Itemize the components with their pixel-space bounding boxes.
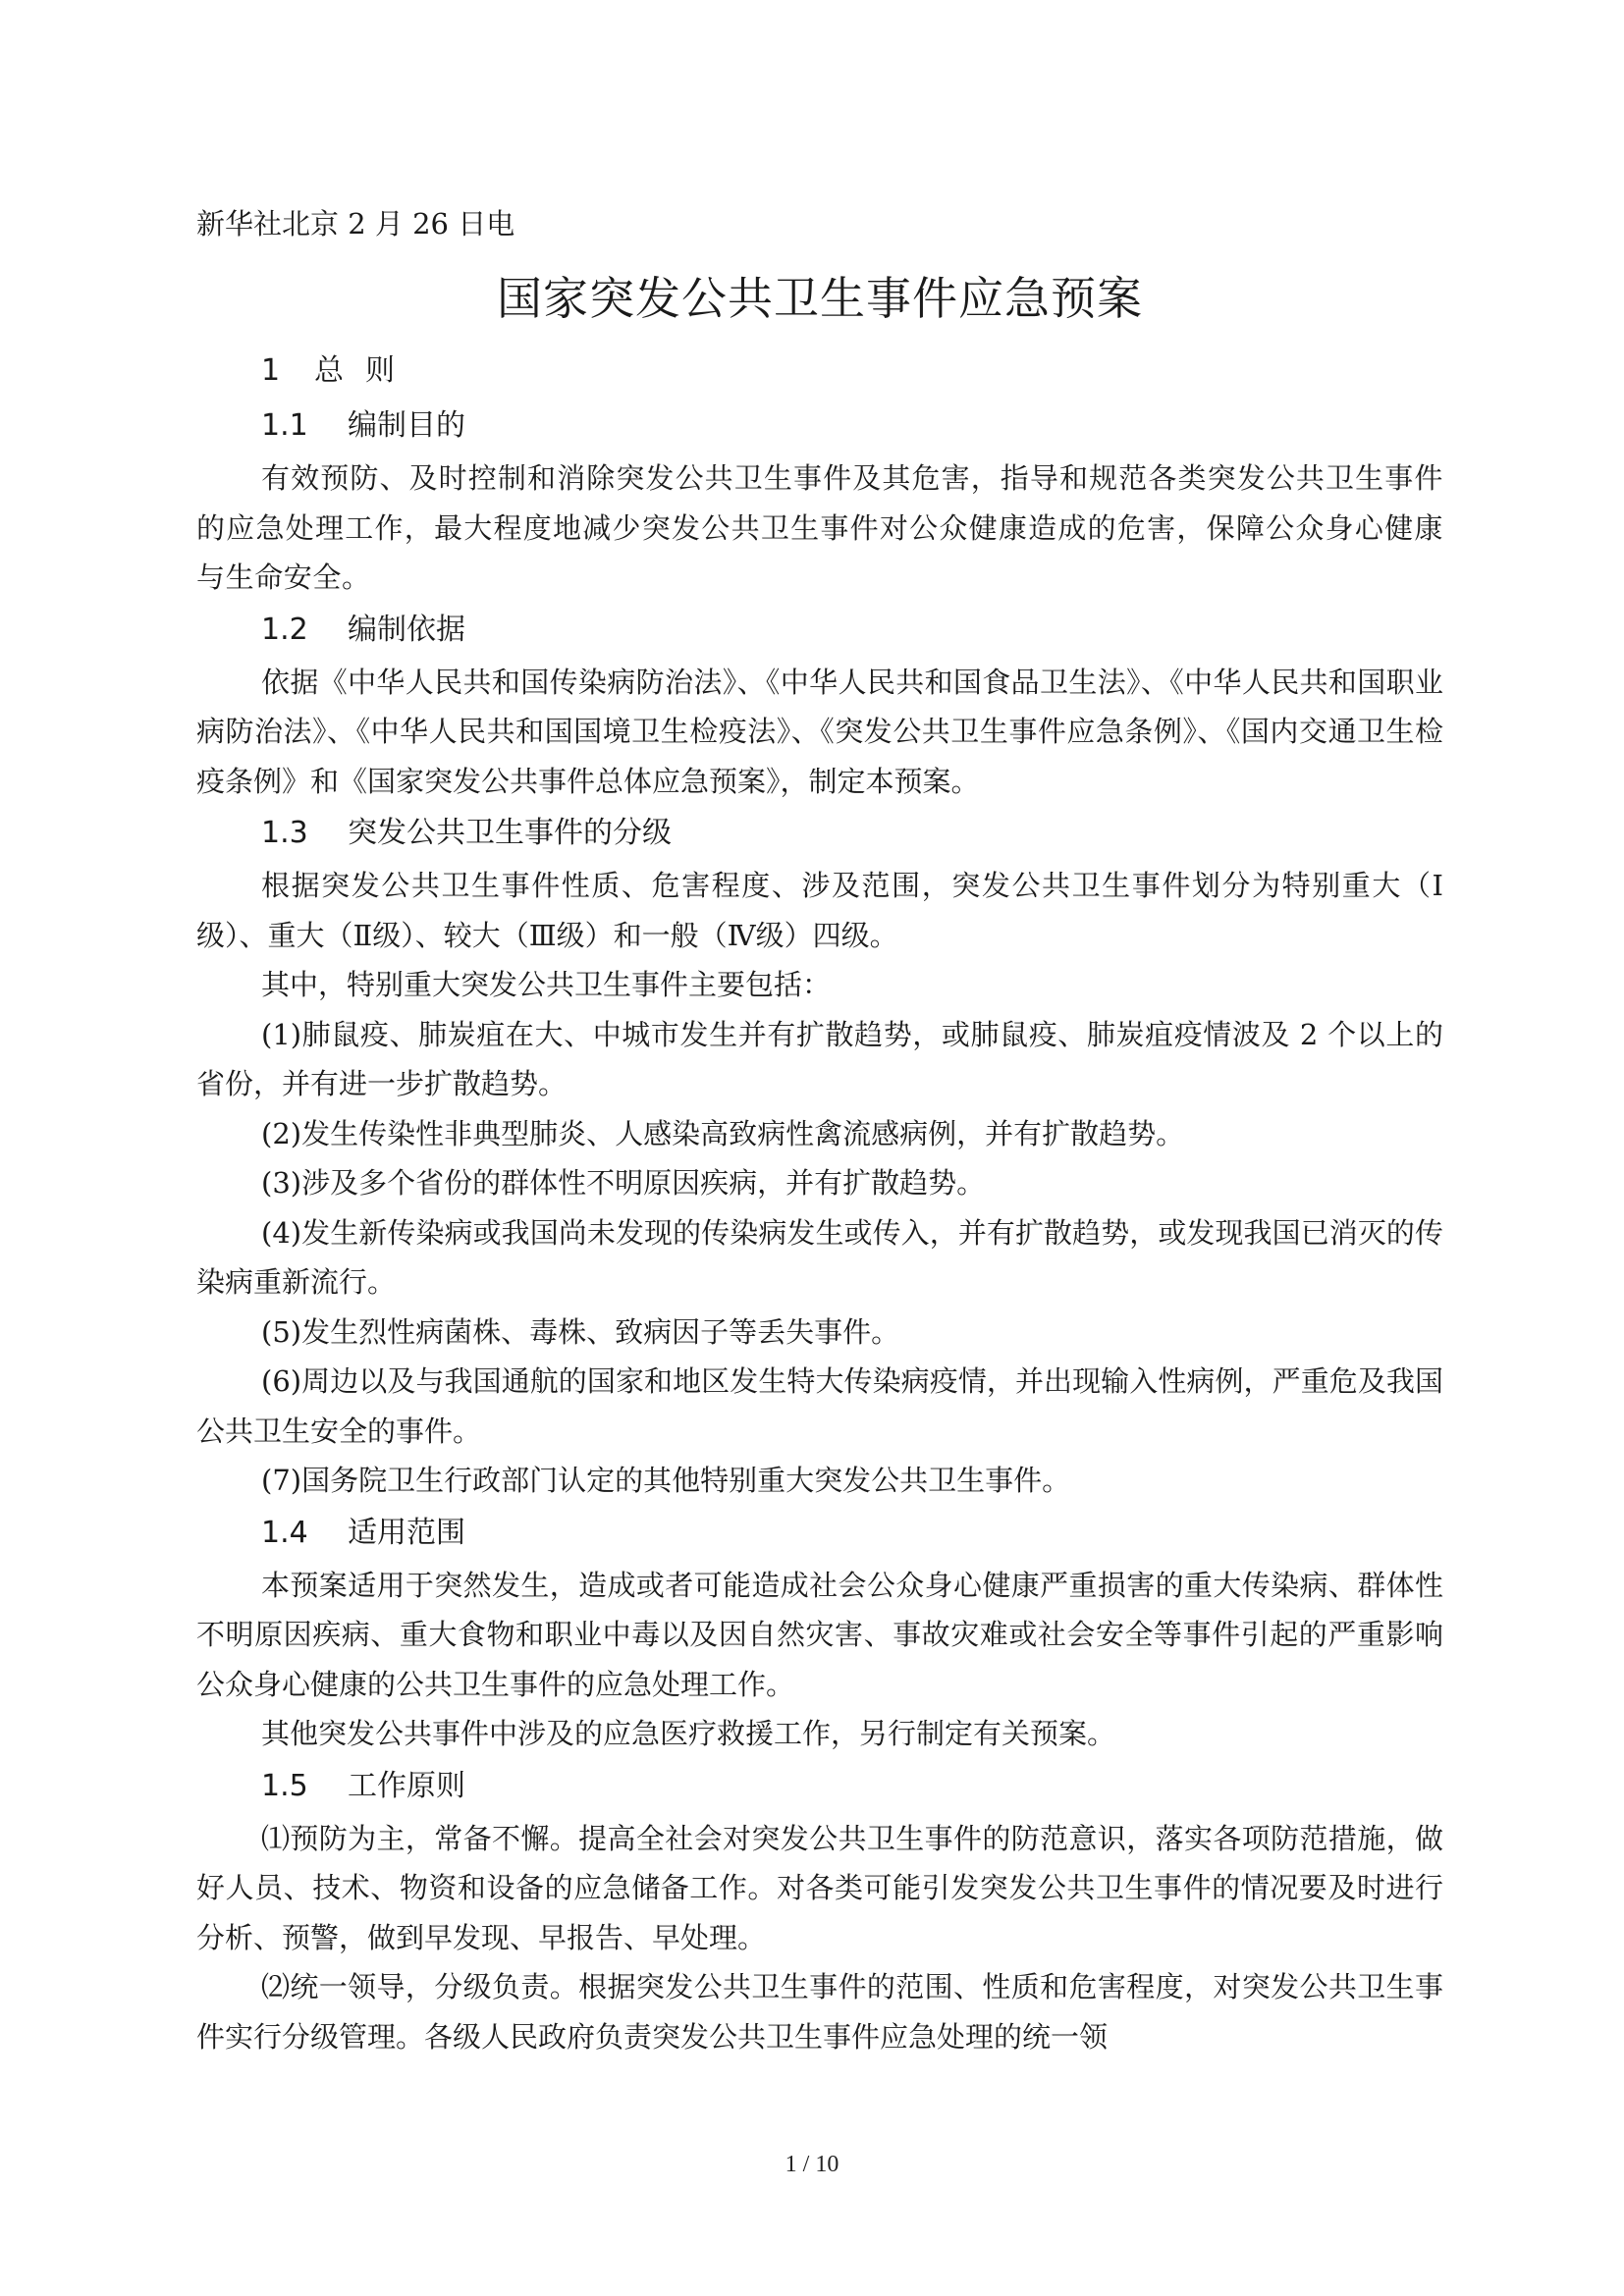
section-number: 1.3: [261, 816, 308, 850]
list-item-3: (3)涉及多个省份的群体性不明原因疾病，并有扩散趋势。: [261, 1166, 986, 1200]
list-item-6: (6)周边以及与我国通航的国家和地区发生特大传染病疫情，并出现输入性病例，严重危及我国公共卫生安全的事件。: [196, 1364, 1443, 1448]
list-item-4: (4)发生新传染病或我国尚未发现的传染病发生或传入，并有扩散趋势，或发现我国已消灭的传染病重新流行。: [196, 1215, 1443, 1299]
section-heading-1-4: [196, 1506, 1443, 1561]
paragraph-basis: 依据《中华人民共和国传染病防治法》、《中华人民共和国食品卫生法》、《中华人民共和国职业病防治法》、《中华人民共和国国境卫生检疫法》、《突发公共卫生事件应急条例》、《国内交通卫生检疫条例》和《国家突发公共事件总体应急预案》，制定本预案。: [196, 665, 1443, 798]
paragraph-classification: 根据突发公共卫生事件性质、危害程度、涉及范围，突发公共卫生事件划分为特别重大（Ⅰ级）、重大（Ⅱ级）、较大（Ⅲ级）和一般（Ⅳ级）四级。: [196, 869, 1443, 952]
chapter-heading-1: [196, 344, 1443, 399]
paragraph-purpose: 有效预防、及时控制和消除突发公共卫生事件及其危害，指导和规范各类突发公共卫生事件的应急处理工作，最大程度地减少突发公共卫生事件对公众健康造成的危害，保障公众身心健康与生命安全。: [196, 461, 1443, 594]
section-number: 1.2: [261, 612, 308, 647]
section-heading-1-5: [196, 1759, 1443, 1814]
document-body: [196, 194, 1443, 2061]
chapter-title: 总则: [314, 353, 416, 388]
list-item-5: (5)发生烈性病菌株、毒株、致病因子等丢失事件。: [261, 1314, 900, 1349]
list-item-2: (2)发生传染性非典型肺炎、人感染高致病性禽流感病例，并有扩散趋势。: [261, 1116, 1185, 1150]
principle-1: ⑴预防为主，常备不懈。提高全社会对突发公共卫生事件的防范意识，落实各项防范措施，做好人员、技术、物资和设备的应急储备工作。对各类可能引发突发公共卫生事件的情况要及时进行分析、预警，做到早发现、早报告、早处理。: [196, 1821, 1443, 1954]
paragraph-scope-other: 其他突发公共事件中涉及的应急医疗救援工作，另行制定有关预案。: [261, 1717, 1116, 1750]
section-heading-1-1: [196, 399, 1443, 454]
section-number: 1.5: [261, 1768, 308, 1803]
dateline: 新华社北京 2 月 26 日电: [196, 207, 515, 240]
section-title: 突发公共卫生事件的分级: [348, 816, 672, 850]
list-item-1: (1)肺鼠疫、肺炭疽在大、中城市发生并有扩散趋势，或肺鼠疫、肺炭疽疫情波及 2 个以上的省份，并有进一步扩散趋势。: [196, 1017, 1443, 1100]
principle-2: ⑵统一领导，分级负责。根据突发公共卫生事件的范围、性质和危害程度，对突发公共卫生事件实行分级管理。各级人民政府负责突发公共卫生事件应急处理的统一领: [196, 1970, 1443, 2054]
paragraph-scope: 本预案适用于突然发生，造成或者可能造成社会公众身心健康严重损害的重大传染病、群体性不明原因疾病、重大食物和职业中毒以及因自然灾害、事故灾难或社会安全等事件引起的严重影响公众身心健康的公共卫生事件的应急处理工作。: [196, 1568, 1443, 1701]
section-heading-1-3: [196, 806, 1443, 861]
section-heading-1-2: [196, 603, 1443, 658]
section-title: 适用范围: [348, 1515, 465, 1550]
section-number: 1.4: [261, 1515, 308, 1550]
paragraph-classification-intro: 其中，特别重大突发公共卫生事件主要包括：: [261, 968, 832, 1001]
list-item-7: (7)国务院卫生行政部门认定的其他特别重大突发公共卫生事件。: [261, 1464, 1071, 1497]
document-title: 国家突发公共卫生事件应急预案: [497, 272, 1143, 325]
page-number: 1 / 10: [785, 2152, 839, 2177]
section-title: 编制目的: [348, 408, 465, 443]
section-title: 工作原则: [348, 1768, 465, 1803]
section-title: 编制依据: [348, 612, 465, 647]
chapter-number: 1: [261, 353, 281, 388]
section-number: 1.1: [261, 408, 308, 443]
